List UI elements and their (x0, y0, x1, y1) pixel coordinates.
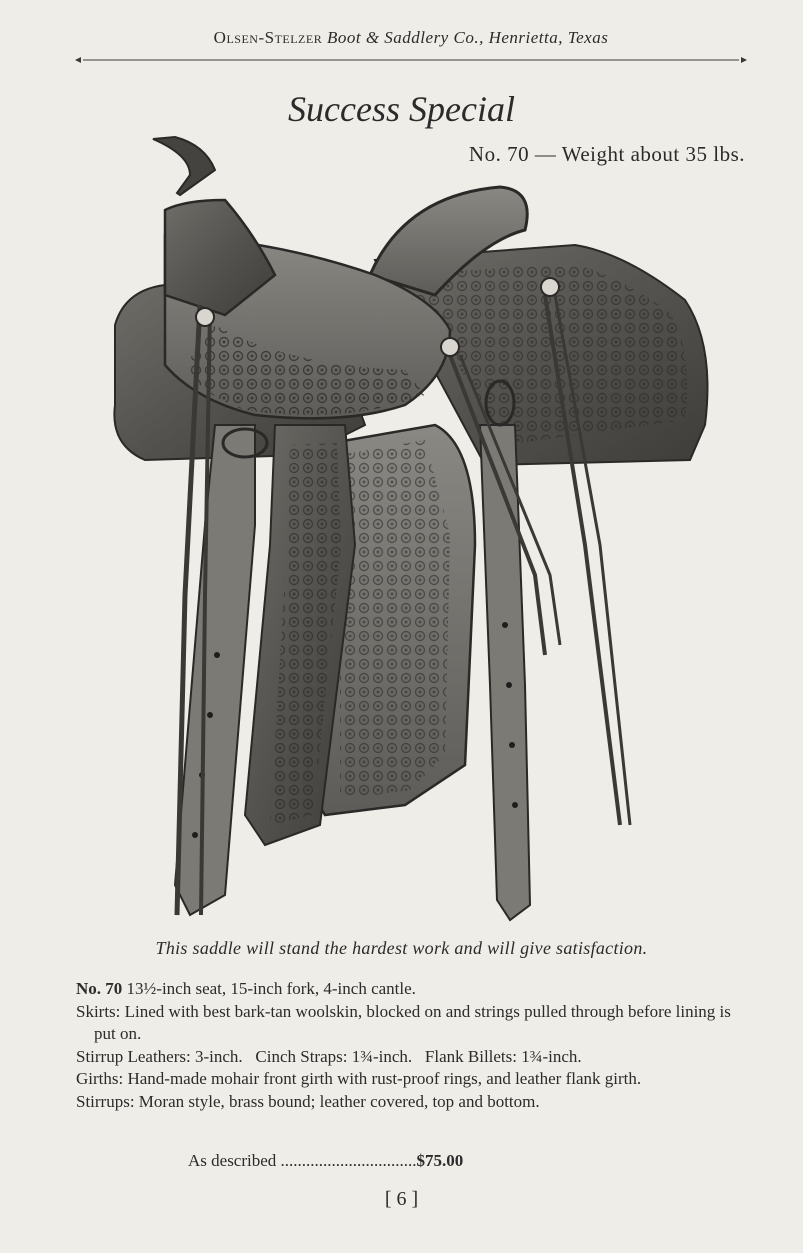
header-rule (75, 54, 747, 66)
company-location: Boot & Saddlery Co., Henrietta, Texas (326, 28, 609, 47)
spec-model-text: 13½-inch seat, 15-inch fork, 4-inch cantle. (126, 979, 416, 998)
spec-skirts: Skirts: Lined with best bark-tan woolskin, blocked on and strings pulled through before lining is put on. (76, 1001, 731, 1043)
price-label: As described ................................ (188, 1151, 417, 1170)
page-number: [ 6 ] (384, 1188, 419, 1210)
saddle-illustration (105, 125, 725, 925)
spec-model-label: No. 70 (76, 979, 123, 998)
spec-list (76, 978, 756, 1113)
product-model-weight: No. 70 — Weight about 35 lbs. (468, 142, 745, 166)
spec-stirrups: Stirrups: Moran style, brass bound; leather covered, top and bottom. (76, 1091, 540, 1111)
company-name: Olsen-Stelzer (213, 28, 323, 47)
page-header (75, 28, 747, 48)
spec-girths: Girths: Hand-made mohair front girth with rust-proof rings, and leather flank girth. (76, 1069, 642, 1088)
price-line (188, 1151, 463, 1171)
spec-leathers: Stirrup Leathers: 3-inch. Cinch Straps: 1¾-inch. Flank Billets: 1¾-inch. (76, 1046, 582, 1066)
illustration-caption: This saddle will stand the hardest work and will give satisfaction. (155, 938, 648, 958)
spec-dimensions (76, 978, 756, 1001)
price-amount: $75.00 (416, 1151, 464, 1170)
product-title: Success Special (288, 89, 515, 129)
